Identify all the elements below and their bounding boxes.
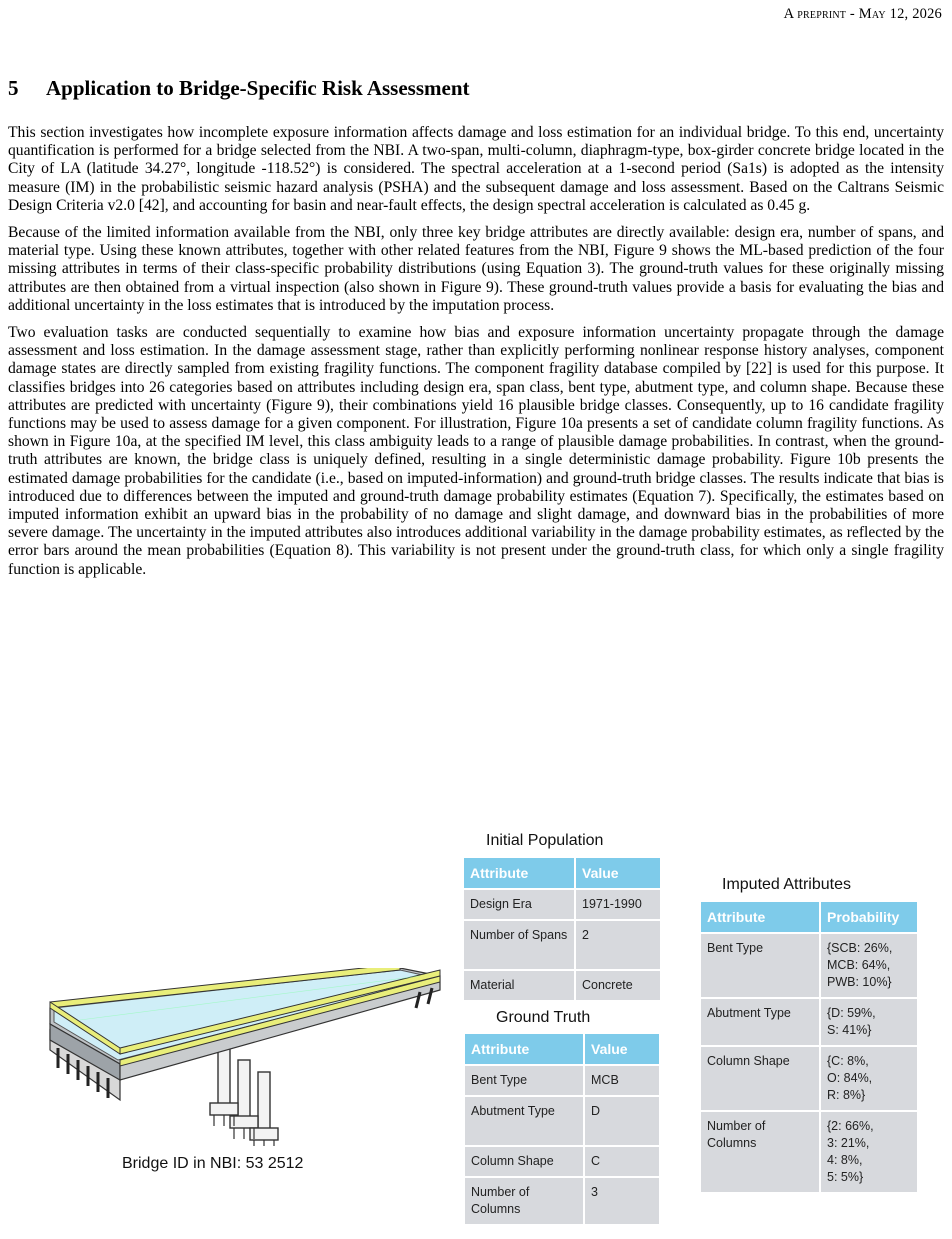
bridge-illustration (40, 968, 450, 1148)
cell-attribute: Abutment Type (701, 999, 819, 1045)
table-row (464, 971, 660, 1000)
body-text (8, 124, 944, 588)
table-row (701, 999, 917, 1045)
header-value: Value (576, 858, 660, 888)
cell-attribute: Number of Spans (464, 921, 574, 969)
cell-value: D (585, 1097, 659, 1145)
bridge-caption: Bridge ID in NBI: 53 2512 (122, 1155, 304, 1172)
header-attribute: Attribute (701, 902, 819, 932)
cell-attribute: Abutment Type (465, 1097, 583, 1145)
header-attribute: Attribute (464, 858, 574, 888)
cell-value: 3 (585, 1178, 659, 1224)
cell-probability: {2: 66%, 3: 21%, 4: 8%, 5: 5%} (821, 1112, 917, 1192)
initial-population-title: Initial Population (486, 832, 604, 849)
table-row (465, 1178, 659, 1224)
table-row (701, 1047, 917, 1110)
header-left: A preprint (783, 6, 847, 22)
cell-attribute: Bent Type (701, 934, 819, 997)
ground-truth-title: Ground Truth (496, 1009, 591, 1026)
table-row (465, 1097, 659, 1145)
cell-probability: {C: 8%, O: 84%, R: 8%} (821, 1047, 917, 1110)
cell-value: MCB (585, 1066, 659, 1095)
table-row (464, 921, 660, 969)
cell-probability: {D: 59%, S: 41%} (821, 999, 917, 1045)
cell-attribute: Number of Columns (701, 1112, 819, 1192)
paragraph-3: Two evaluation tasks are conducted sequentially to examine how bias and exposure information uncertainty propagate through the damage assessment and loss estimation. In the damage assessment stage, rather than explicitly performing nonlinear response history analyses, component damage states are directly sampled from existing fragility functions. The component fragility database compiled by [22] is used for this purpose. It classifies bridges into 26 categories based on attributes including design era, span class, bent type, abutment type, and column shape. Because these attributes are predicted with uncertainty (Figure 9), their combinations yield 16 plausible bridge classes. Consequently, up to 16 candidate fragility functions may be used to assess damage for a given component. For illustration, Figure 10a presents a set of candidate column fragility functions. As shown in Figure 10a, at the specified IM level, this class ambiguity leads to a range of plausible damage probabilities. In contrast, when the ground-truth attributes are known, the bridge class is uniquely defined, resulting in a single deterministic damage probability. Figure 10b presents the estimated damage probabilities for the candidate (i.e., based on imputed-information) and ground-truth bridge classes. The results indicate that bias is introduced due to differences between the imputed and ground-truth damage probability estimates (Equation 7). Specifically, the estimates based on imputed information exhibit an upward bias in the probability of no damage and slight damage, and downward bias in the probabilities of more severe damage. The uncertainty in the imputed attributes also introduces additional variability in the damage probability estimates, as reflected by the error bars around the mean probabilities (Equation 8). This variability is not present under the ground-truth class, for which only a single fragility function is applicable. (8, 324, 944, 578)
cell-attribute: Design Era (464, 890, 574, 919)
paragraph-2: Because of the limited information available from the NBI, only three key bridge attributes are directly available: design era, number of spans, and material type. Using these known attributes, together with other related features from the NBI, Figure 9 shows the ML-based prediction of the four missing attributes in terms of their class-specific probability distributions (using Equation 3). The ground-truth values for these originally missing attributes are then obtained from a virtual inspection (also shown in Figure 9). These ground-truth values provide a basis for evaluating the bias and additional uncertainty in the loss estimates that is introduced by the imputation process. (8, 224, 944, 314)
table-row (701, 934, 917, 997)
cell-value: 1971-1990 (576, 890, 660, 919)
table-row (464, 890, 660, 919)
cell-attribute: Number of Columns (465, 1178, 583, 1224)
imputed-attributes-table (699, 900, 919, 1194)
table-row (465, 1147, 659, 1176)
table-row (465, 1066, 659, 1095)
header-attribute: Attribute (465, 1034, 583, 1064)
cell-probability: {SCB: 26%, MCB: 64%, PWB: 10%} (821, 934, 917, 997)
section-number: 5 (8, 76, 19, 100)
header-date: May 12, 2026 (858, 6, 942, 22)
section-title (8, 76, 470, 101)
imputed-attributes-title: Imputed Attributes (722, 876, 851, 893)
cell-value: 2 (576, 921, 660, 969)
initial-population-table (462, 856, 662, 1002)
header-probability: Probability (821, 902, 917, 932)
cell-attribute: Material (464, 971, 574, 1000)
header-value: Value (585, 1034, 659, 1064)
paragraph-1: This section investigates how incomplete exposure information affects damage and loss estimation for an individual bridge. To this end, uncertainty quantification is performed for a bridge selected from the NBI. A two-span, multi-column, diaphragm-type, box-girder concrete bridge located in the City of LA (latitude 34.27°, longitude -118.52°) is considered. The spectral acceleration at a 1-second period (Sa1s) is adopted as the intensity measure (IM) in the probabilistic seismic hazard analysis (PSHA) and the subsequent damage and loss assessment. Based on the Caltrans Seismic Design Criteria v2.0 [42], and accounting for basin and near-fault effects, the design spectral acceleration is calculated as 0.45 g. (8, 124, 944, 214)
cell-attribute: Column Shape (465, 1147, 583, 1176)
ground-truth-table (463, 1032, 661, 1226)
cell-value: C (585, 1147, 659, 1176)
table-row (701, 1112, 917, 1192)
cell-value: Concrete (576, 971, 660, 1000)
cell-attribute: Column Shape (701, 1047, 819, 1110)
cell-attribute: Bent Type (465, 1066, 583, 1095)
section-title-text: Application to Bridge-Specific Risk Assessment (46, 76, 470, 100)
running-header: A preprint - May 12, 2026 (783, 6, 942, 22)
